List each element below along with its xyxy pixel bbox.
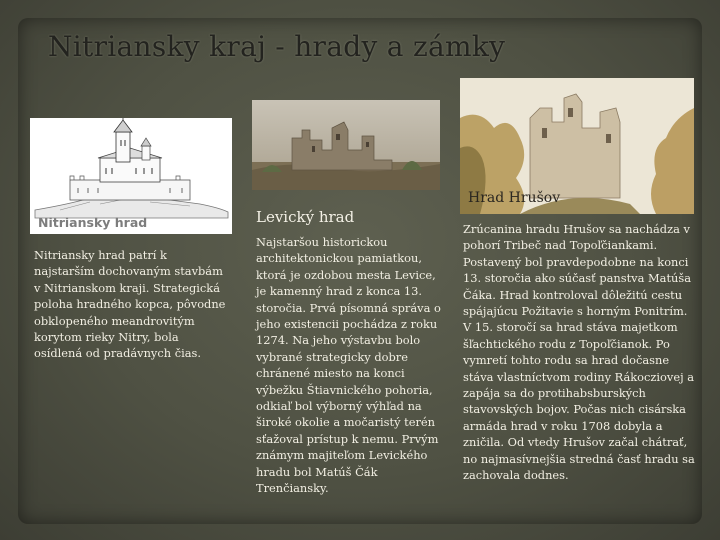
nitriansky-hrad-text: Nitriansky hrad patrí k najstarším dochovaným stavbám v Nitrianskom kraji. Strategická poloha hradného kopca, pôvodne obklopeného meandrovitým korytom rieky Nitry, bola osídlená od pradávnych čias. <box>34 248 226 361</box>
levicky-hrad-caption: Levický hrad <box>256 208 355 226</box>
hrad-hrusov-image <box>460 78 694 214</box>
slide-title: Nitriansky kraj - hrady a zámky <box>48 30 506 63</box>
levicky-hrad-photo <box>252 100 440 190</box>
hrad-hrusov-caption: Hrad Hrušov <box>468 190 561 206</box>
levicky-hrad-image <box>252 100 440 190</box>
nitriansky-hrad-image <box>30 118 232 234</box>
levicky-hrad-text: Najstaršou historickou architektonickou pamiatkou, ktorá je ozdobou mesta Levice, je kamenný hrad z konca 13. storočia. Prvá písomná správa o jeho existencii pochádza z roku 1274. Na jeho výstavbu bolo vybrané strategicky dobre chránené miesto na konci výbežku Štiavnického pohoria, odkiaľ bol výborný výhľad na široké okolie a močaristý terén sťažoval prístup k nemu. Prvým známym majiteľom Levického hradu bol Matúš Čák Trenčiansky. <box>256 235 441 496</box>
hrad-hrusov-text: Zrúcanina hradu Hrušov sa nachádza v pohorí Tribeč nad Topoľčiankami. Postavený bol pravdepodobne na konci 13. storočia ako súčasť panstva Matúša Čáka. Hrad kontroloval dôležitú cestu spájajúcu Požitavie s horným Ponitrím. V 15. storočí sa hrad stáva majetkom šľachtického rodu z Topoľčianok. Po vymretí tohto rodu sa hrad dočasne stáva vlastníctvom rodiny Rákocziovej a zapája sa do protihabsburských stavovských bojov. Počas nich cisárska armáda hrad v roku 1708 dobyla a zničila. Od vtedy Hrušov začal chátrať, no najmasívnejšia stredná časť hradu sa zachovala dodnes. <box>463 222 695 483</box>
nitriansky-hrad-image-label: Nitriansky hrad <box>38 215 148 230</box>
